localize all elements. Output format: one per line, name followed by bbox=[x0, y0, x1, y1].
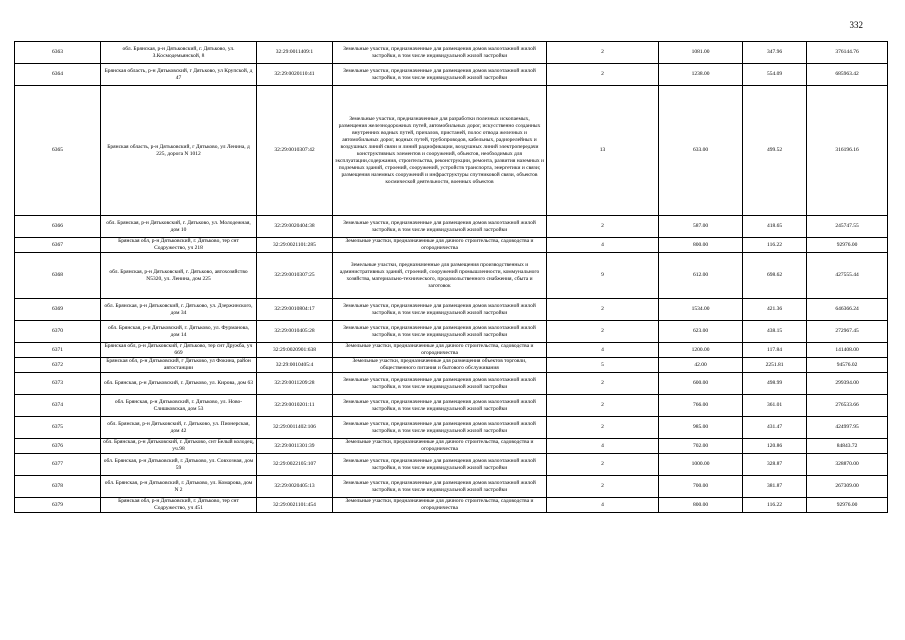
cadastral-value-cell: 424997.95 bbox=[807, 417, 888, 439]
address-cell: обл. Брянская, р-н Дятьковский, г. Дятьково, ул. Дзержинского, дом 34 bbox=[101, 299, 257, 321]
row-number-cell: 6367 bbox=[15, 238, 101, 253]
table-row bbox=[15, 86, 888, 216]
specific-value-cell: 116.22 bbox=[743, 238, 807, 253]
cadastral-number-cell: 32:29:0020110:41 bbox=[257, 64, 333, 86]
row-number-cell: 6374 bbox=[15, 395, 101, 417]
group-code-cell: 4 bbox=[547, 238, 659, 253]
row-number-cell: 6370 bbox=[15, 321, 101, 343]
table-row bbox=[15, 417, 888, 439]
area-cell: 800.00 bbox=[659, 238, 743, 253]
address-cell: обл. Брянская, р-н Дятьковский, г. Дятьково, автохозяйство N5320, ул. Ленина, дом 225 bbox=[101, 253, 257, 299]
land-use-cell: Земельные участки, предназначенные для разработки полезных ископаемых, размещения железнодорожных путей, автомобильных дорог, искусственно созданных внутренних водных путей, причалов, пристаней, полос отвода железных и автомобильных дорог, водных путей, трубопроводов, кабельных, радиорелейных и воздушных линий связи и линий радиофикации, воздушных линий электропередачи конструктивных элементов и сооружений, объектов, необходимых для эксплуатации,содержания, строительства, реконструкции, ремонта, развития наземных и подземных зданий, строений, сооружений, устройств транспорта, энергетики и связи; размещения наземных сооружений и инфраструктуры спутниковой связи, объектов космической деятельности, военных объектов bbox=[333, 86, 547, 216]
land-use-cell: Земельные участки, предназначенные для размещения домов малоэтажной жилой застройки, в том числе индивидуальной жилой застройки bbox=[333, 373, 547, 395]
cadastral-number-cell: 32:29:0020404:38 bbox=[257, 216, 333, 238]
area-cell: 42.00 bbox=[659, 358, 743, 373]
area-cell: 702.00 bbox=[659, 439, 743, 454]
address-cell: обл. Брянская, р-н Дятьковский, г. Дятьково, ул. Пионерская, дом 42 bbox=[101, 417, 257, 439]
row-number-cell: 6369 bbox=[15, 299, 101, 321]
specific-value-cell: 117.84 bbox=[743, 343, 807, 358]
row-number-cell: 6366 bbox=[15, 216, 101, 238]
cadastral-value-cell: 272967.45 bbox=[807, 321, 888, 343]
cadastral-number-cell: 32:29:0021101:454 bbox=[257, 498, 333, 513]
cadastral-number-cell: 32:29:0010405:4 bbox=[257, 358, 333, 373]
group-code-cell: 2 bbox=[547, 417, 659, 439]
cadastral-number-cell: 32:29:0010201:11 bbox=[257, 395, 333, 417]
cadastral-number-cell: 32:29:0022105:107 bbox=[257, 454, 333, 476]
land-use-cell: Земельные участки, предназначенные для дачного строительства, садоводства и огородничества bbox=[333, 238, 547, 253]
specific-value-cell: 554.09 bbox=[743, 64, 807, 86]
group-code-cell: 2 bbox=[547, 216, 659, 238]
land-use-cell: Земельные участки, предназначенные для размещения домов малоэтажной жилой застройки, в том числе индивидуальной жилой застройки bbox=[333, 476, 547, 498]
area-cell: 800.00 bbox=[659, 498, 743, 513]
area-cell: 623.00 bbox=[659, 321, 743, 343]
table-row bbox=[15, 395, 888, 417]
address-cell: обл. Брянская, р-н Дятьковский, г. Дятьково, ул. Совхозная, дом 59 bbox=[101, 454, 257, 476]
land-use-cell: Земельные участки, предназначенные для размещения домов малоэтажной жилой застройки, в том числе индивидуальной жилой застройки bbox=[333, 42, 547, 64]
specific-value-cell: 120.86 bbox=[743, 439, 807, 454]
area-cell: 612.00 bbox=[659, 253, 743, 299]
row-number-cell: 6368 bbox=[15, 253, 101, 299]
cadastral-value-cell: 646366.24 bbox=[807, 299, 888, 321]
cadastral-number-cell: 32:29:0020901:638 bbox=[257, 343, 333, 358]
land-registry-table bbox=[14, 41, 888, 513]
group-code-cell: 2 bbox=[547, 476, 659, 498]
page-number: 332 bbox=[849, 20, 863, 30]
cadastral-value-cell: 276533.66 bbox=[807, 395, 888, 417]
address-cell: Брянская обл, р-н Дятьковский, г. Дятьково, тер снт Содружество, уч 451 bbox=[101, 498, 257, 513]
address-cell: обл. Брянская, р-н Дятьковский, г. Дятьково, ул. Ново-Слишковская, дом 53 bbox=[101, 395, 257, 417]
cadastral-value-cell: 245747.55 bbox=[807, 216, 888, 238]
address-cell: Брянская обл, р-н Дятьковский, г Дятьково, тер снт Дружба, уч 669 bbox=[101, 343, 257, 358]
table-row bbox=[15, 238, 888, 253]
row-number-cell: 6377 bbox=[15, 454, 101, 476]
land-use-cell: Земельные участки, предназначенные для размещения домов малоэтажной жилой застройки, в том числе индивидуальной жилой застройки bbox=[333, 216, 547, 238]
table-row bbox=[15, 358, 888, 373]
specific-value-cell: 421.36 bbox=[743, 299, 807, 321]
cadastral-number-cell: 32:29:0020405:13 bbox=[257, 476, 333, 498]
group-code-cell: 2 bbox=[547, 395, 659, 417]
address-cell: Брянская обл, р-н Дятьковский, г. Дятьково, тер снт Содружество, уч 218 bbox=[101, 238, 257, 253]
cadastral-number-cell: 32:29:0010804:17 bbox=[257, 299, 333, 321]
cadastral-value-cell: 427555.44 bbox=[807, 253, 888, 299]
cadastral-number-cell: 32:29:0010307:25 bbox=[257, 253, 333, 299]
row-number-cell: 6372 bbox=[15, 358, 101, 373]
land-use-cell: Земельные участки, предназначенные для размещения производственных и административных зданий, строений, сооружений промышленности, коммунального хозяйства, материально-технического, продовольственного снабжения, сбыта и заготовок bbox=[333, 253, 547, 299]
specific-value-cell: 418.65 bbox=[743, 216, 807, 238]
cadastral-value-cell: 299394.00 bbox=[807, 373, 888, 395]
specific-value-cell: 347.96 bbox=[743, 42, 807, 64]
table-row bbox=[15, 343, 888, 358]
address-cell: обл. Брянская, р-н Дятьковский, г. Дятьково, ул. Фурманова, дом 14 bbox=[101, 321, 257, 343]
land-use-cell: Земельные участки, предназначенные для размещения домов малоэтажной жилой застройки, в том числе индивидуальной жилой застройки bbox=[333, 417, 547, 439]
table-row bbox=[15, 498, 888, 513]
row-number-cell: 6376 bbox=[15, 439, 101, 454]
cadastral-number-cell: 32:29:0011209:28 bbox=[257, 373, 333, 395]
cadastral-value-cell: 685963.42 bbox=[807, 64, 888, 86]
land-use-cell: Земельные участки, предназначенные для дачного строительства, садоводства и огородничества bbox=[333, 498, 547, 513]
area-cell: 600.00 bbox=[659, 373, 743, 395]
table-row bbox=[15, 253, 888, 299]
land-use-cell: Земельные участки, предназначенные для размещения домов малоэтажной жилой застройки, в том числе индивидуальной жилой застройки bbox=[333, 395, 547, 417]
row-number-cell: 6364 bbox=[15, 64, 101, 86]
group-code-cell: 2 bbox=[547, 321, 659, 343]
land-use-cell: Земельные участки, предназначенные для размещения домов малоэтажной жилой застройки, в том числе индивидуальной жилой застройки bbox=[333, 321, 547, 343]
table-body bbox=[15, 42, 888, 513]
specific-value-cell: 499.52 bbox=[743, 86, 807, 216]
cadastral-value-cell: 267309.00 bbox=[807, 476, 888, 498]
address-cell: обл. Брянская, р-н Дятьковский, г. Дятьково, ул. Кирова, дом 63 bbox=[101, 373, 257, 395]
row-number-cell: 6375 bbox=[15, 417, 101, 439]
cadastral-number-cell: 32:29:0021101:285 bbox=[257, 238, 333, 253]
cadastral-value-cell: 92976.00 bbox=[807, 498, 888, 513]
specific-value-cell: 498.99 bbox=[743, 373, 807, 395]
table-row bbox=[15, 373, 888, 395]
area-cell: 633.00 bbox=[659, 86, 743, 216]
address-cell: обл. Брянская, р-н Дятьковский, г. Дятьково, ул. Комарова, дом N 2 bbox=[101, 476, 257, 498]
cadastral-value-cell: 316196.16 bbox=[807, 86, 888, 216]
group-code-cell: 4 bbox=[547, 439, 659, 454]
cadastral-value-cell: 328870.00 bbox=[807, 454, 888, 476]
group-code-cell: 2 bbox=[547, 454, 659, 476]
cadastral-value-cell: 84843.72 bbox=[807, 439, 888, 454]
cadastral-number-cell: 32:29:0011409:1 bbox=[257, 42, 333, 64]
land-use-cell: Земельные участки, предназначенные для размещения домов малоэтажной жилой застройки, в том числе индивидуальной жилой застройки bbox=[333, 299, 547, 321]
area-cell: 1238.00 bbox=[659, 64, 743, 86]
table-row bbox=[15, 439, 888, 454]
area-cell: 985.00 bbox=[659, 417, 743, 439]
cadastral-number-cell: 32:29:0010405:28 bbox=[257, 321, 333, 343]
specific-value-cell: 381.87 bbox=[743, 476, 807, 498]
row-number-cell: 6373 bbox=[15, 373, 101, 395]
land-use-cell: Земельные участки, предназначенные для размещения объектов торговли, общественного питания и бытового обслуживания bbox=[333, 358, 547, 373]
specific-value-cell: 698.62 bbox=[743, 253, 807, 299]
group-code-cell: 4 bbox=[547, 343, 659, 358]
area-cell: 1534.00 bbox=[659, 299, 743, 321]
specific-value-cell: 431.47 bbox=[743, 417, 807, 439]
cadastral-number-cell: 32:29:0010307:42 bbox=[257, 86, 333, 216]
specific-value-cell: 116.22 bbox=[743, 498, 807, 513]
table-row bbox=[15, 299, 888, 321]
area-cell: 766.00 bbox=[659, 395, 743, 417]
cadastral-number-cell: 32:29:0011301:39 bbox=[257, 439, 333, 454]
address-cell: Брянская обл, р-н Дятьковский, г Дятьково, ул Фокина, район автостанции bbox=[101, 358, 257, 373]
address-cell: обл. Брянская, р-н Дятьковский, г. Дятьково, снт Белый колодец, уч.98 bbox=[101, 439, 257, 454]
table-row bbox=[15, 321, 888, 343]
land-use-cell: Земельные участки, предназначенные для дачного строительства, садоводства и огородничества bbox=[333, 439, 547, 454]
group-code-cell: 2 bbox=[547, 64, 659, 86]
specific-value-cell: 361.01 bbox=[743, 395, 807, 417]
table-row bbox=[15, 476, 888, 498]
group-code-cell: 2 bbox=[547, 373, 659, 395]
address-cell: Брянская область, р-н Дятьковский, г Дятьково, ул Крупской, д 47 bbox=[101, 64, 257, 86]
address-cell: Брянская область, р-н Дятьковский, г Дятьково, ул Ленина, д 225, дорога N 1012 bbox=[101, 86, 257, 216]
group-code-cell: 5 bbox=[547, 358, 659, 373]
cadastral-value-cell: 94576.02 bbox=[807, 358, 888, 373]
specific-value-cell: 2251.81 bbox=[743, 358, 807, 373]
address-cell: обл. Брянская, р-н Дятьковский, г. Дятьково, ул. Молодежная, дом 10 bbox=[101, 216, 257, 238]
row-number-cell: 6378 bbox=[15, 476, 101, 498]
cadastral-number-cell: 32:29:0011402:106 bbox=[257, 417, 333, 439]
table-row bbox=[15, 64, 888, 86]
table-row bbox=[15, 216, 888, 238]
cadastral-value-cell: 141408.00 bbox=[807, 343, 888, 358]
table-row bbox=[15, 42, 888, 64]
area-cell: 587.00 bbox=[659, 216, 743, 238]
land-use-cell: Земельные участки, предназначенные для размещения домов малоэтажной жилой застройки, в том числе индивидуальной жилой застройки bbox=[333, 454, 547, 476]
area-cell: 1081.00 bbox=[659, 42, 743, 64]
group-code-cell: 9 bbox=[547, 253, 659, 299]
group-code-cell: 2 bbox=[547, 299, 659, 321]
specific-value-cell: 328.87 bbox=[743, 454, 807, 476]
area-cell: 700.00 bbox=[659, 476, 743, 498]
table-row bbox=[15, 454, 888, 476]
row-number-cell: 6365 bbox=[15, 86, 101, 216]
address-cell: обл. Брянская, р-н Дятьковский, г. Дятьково, ул. З.Космодемьянской, 8 bbox=[101, 42, 257, 64]
group-code-cell: 13 bbox=[547, 86, 659, 216]
area-cell: 1000.00 bbox=[659, 454, 743, 476]
row-number-cell: 6371 bbox=[15, 343, 101, 358]
land-use-cell: Земельные участки, предназначенные для дачного строительства, садоводства и огородничества bbox=[333, 343, 547, 358]
row-number-cell: 6379 bbox=[15, 498, 101, 513]
cadastral-value-cell: 376144.76 bbox=[807, 42, 888, 64]
row-number-cell: 6363 bbox=[15, 42, 101, 64]
cadastral-value-cell: 92976.00 bbox=[807, 238, 888, 253]
land-use-cell: Земельные участки, предназначенные для размещения домов малоэтажной жилой застройки, в том числе индивидуальной жилой застройки bbox=[333, 64, 547, 86]
specific-value-cell: 438.15 bbox=[743, 321, 807, 343]
area-cell: 1200.00 bbox=[659, 343, 743, 358]
group-code-cell: 2 bbox=[547, 42, 659, 64]
group-code-cell: 4 bbox=[547, 498, 659, 513]
